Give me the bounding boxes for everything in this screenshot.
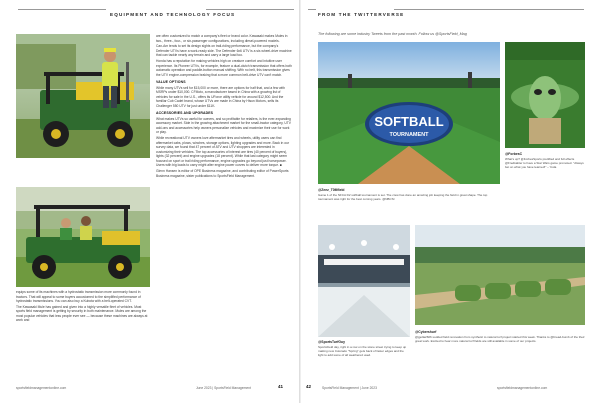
- section-title-left: EQUIPMENT AND TECHNOLOGY FOCUS: [110, 12, 236, 17]
- tweet-text-3: SportsField day, right in a row on the stone street trying to keep up making new Colorado "Spring" gets back of faster edges and the light to add some of all weathered used.: [318, 345, 407, 358]
- tweet-handle-4[interactable]: @Cybershurf: [415, 330, 437, 334]
- photo-softball-field: [318, 42, 500, 184]
- paragraph: Can-Am tends to set its design sights on trail-riding performance, but the company's Defender UTVs have a work-ready side. The Defender 6x6 UTV is a six-wheel-drive machine that can tackle nearly any terrain and carry a large load too.: [156, 44, 292, 58]
- paragraph: Honda has a reputation for making vehicles high on creature comfort and intuitive user experience. Its Pioneer UTVs, for example, feature a dual-clutch transmission that offers both automatic operation and paddle-button manual shifting. With no belt, this transmission gives the UTV engine-compression braking that a more common belt-drive UTV can't match.: [156, 59, 292, 77]
- softball-sub-text: TOURNAMENT: [389, 132, 429, 138]
- spine: [299, 0, 301, 403]
- tweet-handle-1[interactable]: @Zeez_T0Mfield: [318, 188, 345, 192]
- left-col2-text: [156, 34, 292, 374]
- section-rule-left: [18, 9, 106, 10]
- paragraph: equips some of its machines with a hydrostatic transmission more commonly found in tractors. That will appeal to some buyers accustomed to the simplified performance of hydrostatic transmissions. You can also buy a Kubota with a belt-operated CVT.: [16, 290, 141, 304]
- author-bio: Glenn Hansen is editor of OPE Business magazine, and contributing editor of PowerSports Business magazine, sister publications to SportsField Management.: [156, 169, 289, 178]
- footer-mag-right: SportsField Management | June 2023: [322, 386, 377, 390]
- tweet-text-1: Game 1 of the NFCA D2 softball tournament is set. The crew has done an amazing job keeping the field in great shape. The top tournament was right for the best coming years. @NBCSI: [318, 193, 488, 202]
- left-col1-text: [16, 290, 150, 372]
- page-number-right: [306, 384, 311, 389]
- paragraph: The Kawasaki Mule has gained and given into a highly versatile fleet of vehicles. Most sports field management is getting by security in both maintenance. Mules are among the most popular vehicles that less people ever see — because these machines are always at work and: [16, 304, 148, 323]
- tweet-handle-2[interactable]: @ForbesC: [505, 152, 523, 156]
- paragraph: What makes UTVs so useful for owners, and so profitable for retailers, is the ever-expanding accessory market. Side in the growing attachment market for the small-tractor category, UTV add-ons and accessories help owners personalize vehicles and maximize their use for work or play.: [156, 116, 291, 135]
- paragraph: While many UTVs sell for $15,000 or more, there are options for half that, and a few with MSRPs under $10,000. CFMoto, a manufacturer based in China with a growing list of vehicles for sale in the U.S., offers its UForce utility vehicle for around $12,500. And the familiar Cub Cadet brand, whose UTVs are made in China by Hisun Motors, sells its Challenger 550 UTV for just under $11K.: [156, 85, 286, 108]
- photo-stadium-night: [318, 225, 410, 337]
- tweet-text-2: What's up? @ForbesSports prettified and full effects @Fredkabler to have a Star Wars game promoted. "Always bet on what you have learned!" – Yoda: [505, 157, 584, 170]
- twitter-intro: The following are some industry Tweets from the past month. Follow us @SportsField_Mag: [318, 32, 467, 36]
- page-number-left: [278, 384, 283, 389]
- softball-banner-text: SOFTBALL: [374, 114, 444, 129]
- section-rule-right: [308, 9, 316, 10]
- section-title-right: FROM THE TWITTERVERSE: [318, 12, 405, 17]
- section-rule-right-2: [394, 9, 584, 10]
- photo-yoda-turf: [505, 42, 585, 148]
- tweet-text-4: @jgolla2606 sodded field renovation from synthetic to natural turf project started this week. Thanks to @bread-bumb of the their great work. Excited to hear more natural turf fields are still available in some of our projects.: [415, 335, 585, 344]
- value-options-heading: VALUE OPTIONS: [156, 80, 186, 85]
- page-number-42: 42: [306, 384, 312, 389]
- footer-url-left: sportsfieldmanagementonline.com: [16, 386, 67, 390]
- paragraph: While recreational UTV owners love aftermarket tires and wheels, utility users can find aftermarket cabs, plows, winches, storage options, lighting upgrades and more. Back in our survey data, we found that 47 percent of ATV and UTV shoppers are interested in customizing their vehicles. The top accessories of interest are tires (40 percent of buyers), lights (32 percent) and engine upgrades (18 percent). While that last category might seem focused on sport or trail riding performance, engine upgrades go beyond just horsepower. Users with big loads to carry might alter engine power curves to deliver more torque. ■: [156, 136, 290, 168]
- paragraph: are often customized to match a company's fleet or brand color. Kawasaki makes Mules in two-, three-, four-, or six-passenger configurations, including diesel-powered models.: [156, 34, 288, 43]
- tweet-handle-3[interactable]: @SportsTurfGuy: [318, 340, 345, 344]
- footer-mag-left: June 2023 | SportsField Management: [196, 386, 251, 390]
- footer-url-right: sportsfieldmanagementonline.com: [497, 386, 548, 390]
- page-number-41: 41: [278, 384, 284, 389]
- photo-utv-worker: [16, 34, 150, 158]
- photo-sod-renovation: [415, 225, 585, 325]
- accessories-heading: ACCESSORIES AND UPGRADES: [156, 111, 214, 116]
- photo-green-utv: [16, 187, 150, 287]
- section-rule-left-2: [206, 9, 294, 10]
